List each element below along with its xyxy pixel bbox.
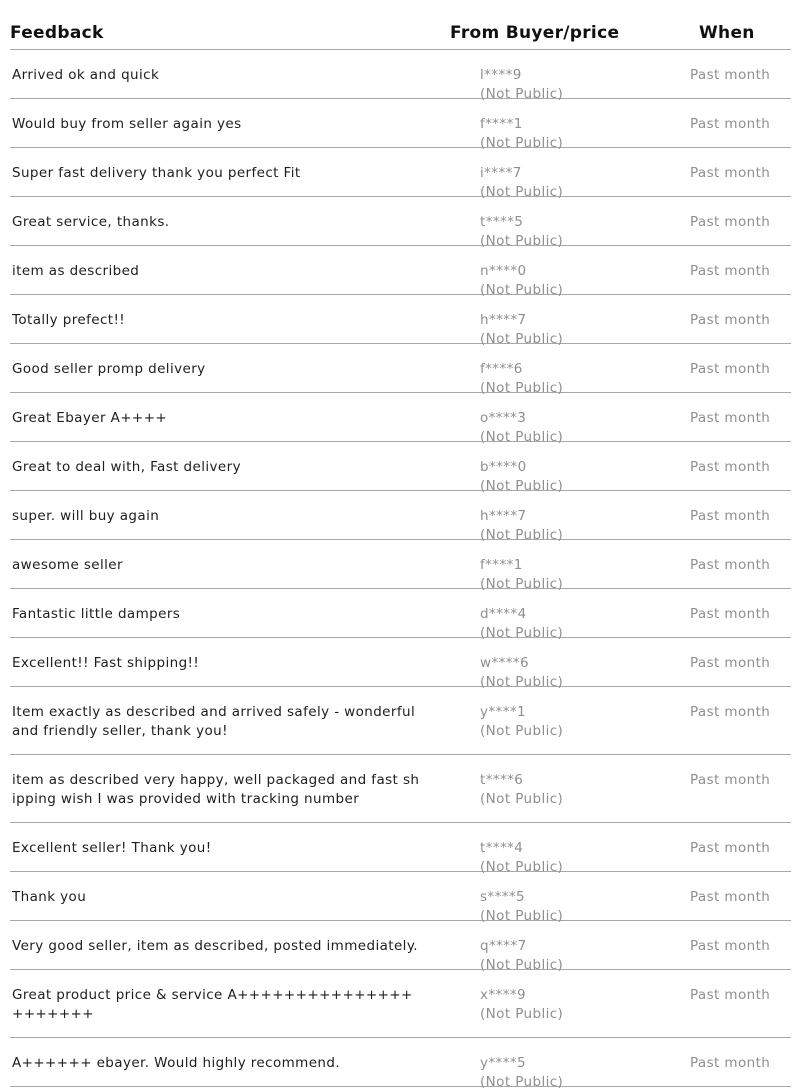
- buyer-id: l****9: [480, 67, 522, 83]
- feedback-when: Past month: [690, 410, 771, 426]
- table-row: [10, 755, 791, 823]
- price-privacy: (Not Public): [480, 1074, 564, 1090]
- table-row: [10, 540, 791, 592]
- price-privacy: (Not Public): [480, 957, 564, 973]
- feedback-column-header: Feedback: [10, 23, 104, 43]
- buyer-info: [480, 703, 563, 741]
- table-row: [10, 197, 791, 249]
- price-privacy: (Not Public): [480, 331, 564, 347]
- buyer-id: x****9: [480, 987, 526, 1003]
- feedback-comment: Would buy from seller again yes: [12, 116, 242, 132]
- feedback-when: Past month: [690, 508, 771, 524]
- price-privacy: (Not Public): [480, 184, 564, 200]
- buyer-id: h****7: [480, 508, 527, 524]
- feedback-comment: Excellent seller! Thank you!: [12, 840, 212, 856]
- buyer-id: q****7: [480, 938, 527, 954]
- price-privacy: (Not Public): [480, 1006, 564, 1022]
- table-row: [10, 1038, 791, 1090]
- table-row: [10, 687, 791, 755]
- feedback-comment: item as described very happy, well packaged and fast shipping wish I was provided with tracking number: [12, 772, 420, 807]
- buyer-id: f****1: [480, 557, 523, 573]
- feedback-comment: Arrived ok and quick: [12, 67, 160, 83]
- buyer-id: y****5: [480, 1055, 526, 1071]
- price-privacy: (Not Public): [480, 380, 564, 396]
- table-row: [10, 638, 791, 690]
- feedback-when: Past month: [690, 987, 771, 1003]
- table-row: [10, 295, 791, 347]
- table-row: [10, 393, 791, 445]
- price-privacy: (Not Public): [480, 233, 564, 249]
- feedback-comment: Totally prefect!!: [12, 312, 126, 328]
- table-row: [10, 921, 791, 973]
- feedback-comment: Super fast delivery thank you perfect Fit: [12, 165, 301, 181]
- feedback-when: Past month: [690, 889, 771, 905]
- feedback-when: Past month: [690, 1055, 771, 1071]
- table-row: [10, 589, 791, 641]
- table-row: [10, 970, 791, 1038]
- price-privacy: (Not Public): [480, 282, 564, 298]
- buyer-id: t****4: [480, 840, 524, 856]
- buyer-id: b****0: [480, 459, 527, 475]
- feedback-comment: Fantastic little dampers: [12, 606, 181, 622]
- table-row: [10, 872, 791, 924]
- feedback-comment: Thank you: [12, 889, 87, 905]
- buyer-id: n****0: [480, 263, 527, 279]
- buyer-id: i****7: [480, 165, 522, 181]
- buyer-column-header: From Buyer/price: [450, 23, 620, 43]
- table-row: [10, 246, 791, 298]
- price-privacy: (Not Public): [480, 723, 564, 739]
- feedback-comment: A++++++ ebayer. Would highly recommend.: [12, 1055, 341, 1071]
- buyer-id: y****1: [480, 704, 526, 720]
- feedback-comment: Excellent!! Fast shipping!!: [12, 655, 200, 671]
- feedback-when: Past month: [690, 938, 771, 954]
- table-header: [10, 0, 791, 50]
- price-privacy: (Not Public): [480, 527, 564, 543]
- buyer-id: h****7: [480, 312, 527, 328]
- feedback-comment: item as described: [12, 263, 140, 279]
- feedback-when: Past month: [690, 557, 771, 573]
- feedback-when: Past month: [690, 772, 771, 788]
- price-privacy: (Not Public): [480, 908, 564, 924]
- price-privacy: (Not Public): [480, 859, 564, 875]
- feedback-when: Past month: [690, 704, 771, 720]
- feedback-comment: Very good seller, item as described, posted immediately.: [12, 938, 418, 954]
- table-row: [10, 442, 791, 494]
- buyer-id: d****4: [480, 606, 527, 622]
- feedback-comment: super. will buy again: [12, 508, 160, 524]
- buyer-info: [480, 771, 563, 809]
- price-privacy: (Not Public): [480, 478, 564, 494]
- feedback-table: [10, 0, 791, 1090]
- table-row: [10, 491, 791, 543]
- feedback-when: Past month: [690, 655, 771, 671]
- feedback-comment: Great product price & service A++++++++++++++++++++++: [12, 987, 413, 1022]
- feedback-comment: Great Ebayer A++++: [12, 410, 168, 426]
- buyer-id: w****6: [480, 655, 530, 671]
- feedback-when: Past month: [690, 263, 771, 279]
- feedback-when: Past month: [690, 459, 771, 475]
- price-privacy: (Not Public): [480, 576, 564, 592]
- table-row: [10, 50, 791, 102]
- feedback-when: Past month: [690, 606, 771, 622]
- price-privacy: (Not Public): [480, 674, 564, 690]
- price-privacy: (Not Public): [480, 86, 564, 102]
- feedback-comment: awesome seller: [12, 557, 123, 573]
- feedback-comment: Great to deal with, Fast delivery: [12, 459, 241, 475]
- price-privacy: (Not Public): [480, 135, 564, 151]
- feedback-comment: Great service, thanks.: [12, 214, 170, 230]
- buyer-id: f****1: [480, 116, 523, 132]
- table-row: [10, 148, 791, 200]
- buyer-id: s****5: [480, 889, 526, 905]
- feedback-when: Past month: [690, 840, 771, 856]
- buyer-id: o****3: [480, 410, 527, 426]
- when-column-header: When: [699, 23, 755, 43]
- buyer-id: t****6: [480, 772, 524, 788]
- price-privacy: (Not Public): [480, 791, 564, 807]
- buyer-info: [480, 986, 563, 1024]
- feedback-when: Past month: [690, 361, 771, 377]
- feedback-when: Past month: [690, 67, 771, 83]
- buyer-id: f****6: [480, 361, 523, 377]
- feedback-comment: Good seller promp delivery: [12, 361, 206, 377]
- table-row: [10, 344, 791, 396]
- feedback-when: Past month: [690, 312, 771, 328]
- price-privacy: (Not Public): [480, 429, 564, 445]
- feedback-when: Past month: [690, 165, 771, 181]
- feedback-when: Past month: [690, 116, 771, 132]
- feedback-comment: Item exactly as described and arrived safely - wonderful and friendly seller, thank you!: [12, 704, 416, 739]
- table-row: [10, 99, 791, 151]
- table-row: [10, 823, 791, 875]
- buyer-info: [480, 1054, 563, 1092]
- price-privacy: (Not Public): [480, 625, 564, 641]
- feedback-when: Past month: [690, 214, 771, 230]
- buyer-id: t****5: [480, 214, 524, 230]
